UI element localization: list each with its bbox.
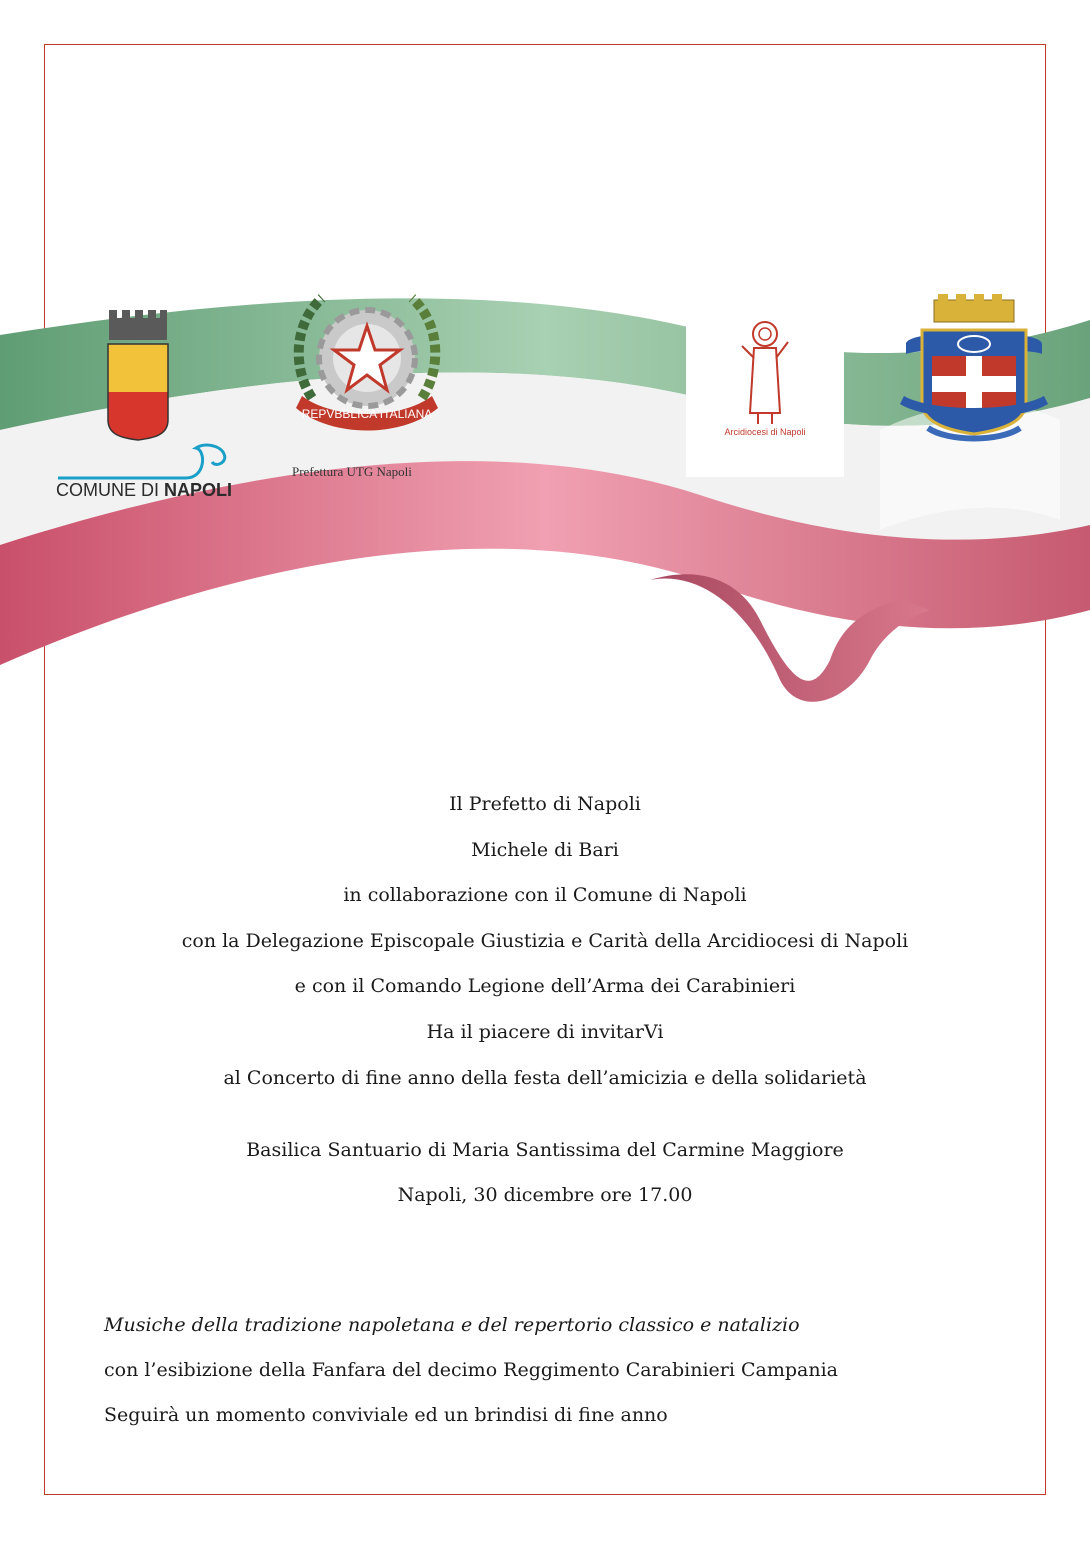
prefettura-caption: Prefettura UTG Napoli [292,464,412,479]
comune-di-napoli-logo [56,300,236,510]
invite-line-comune: in collaborazione con il Comune di Napoli [343,884,747,907]
wave-icon [56,440,236,480]
comune-label-bold: NAPOLI [164,480,233,500]
invite-line-name: Michele di Bari [471,838,619,861]
venue-place: Basilica Santuario di Maria Santissima del Carmine Maggiore [246,1139,844,1161]
arcidiocesi-caption: Arcidiocesi di Napoli [724,427,806,437]
invite-line-prefetto: Il Prefetto di Napoli [449,793,641,815]
napoli-city-shield-icon [56,300,236,460]
venue-block [0,1128,1090,1218]
invite-line-delegazione: con la Delegazione Episcopale Giustizia e Carità della Arcidiocesi di Napoli [181,929,909,952]
comune-label [56,480,232,501]
program-band: con l’esibizione della Fanfara del decimo Reggimento Carabinieri Campania [104,1359,839,1381]
venue-datetime: Napoli, 30 dicembre ore 17.00 [397,1184,693,1206]
program-block [104,1303,838,1438]
saint-figure-icon [738,318,792,428]
invitation-text [0,782,1090,1101]
invite-line-piacere: Ha il piacere di invitarVi [426,1020,664,1043]
program-closing: Seguirà un momento conviviale ed un brindisi di fine anno [104,1404,668,1426]
invite-line-concerto: al Concerto di fine anno della festa dell’amicizia e della solidarietà [223,1066,867,1089]
comune-label-light: COMUNE DI [56,480,164,500]
italian-republic-emblem-icon [282,278,452,448]
carabinieri-crest [898,292,1050,448]
invite-line-carabinieri: e con il Comando Legione dell’Arma dei Carabinieri [294,975,796,998]
prefettura-logo [282,278,452,488]
program-music: Musiche della tradizione napoletana e del repertorio classico e natalizio [104,1314,800,1336]
arcidiocesi-logo [686,292,844,477]
carabinieri-crest-icon [898,292,1050,448]
republic-motto: REPVBBLICA ITALIANA [301,407,433,421]
